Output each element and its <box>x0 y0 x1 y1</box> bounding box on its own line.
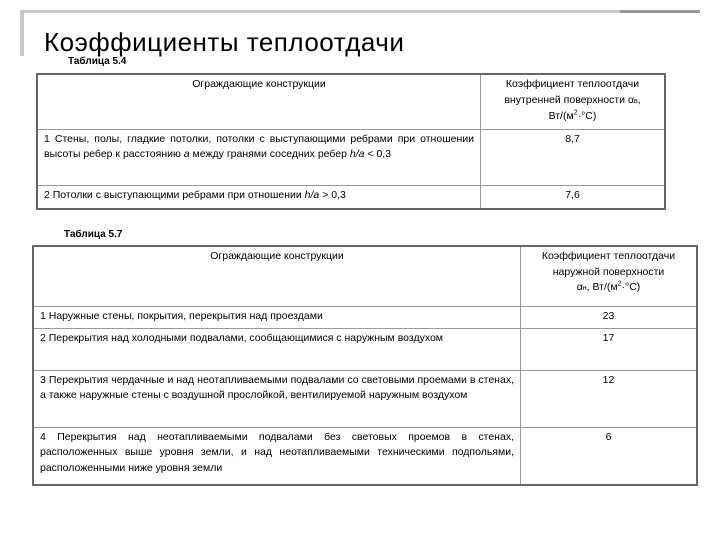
table-5-7-caption: Таблица 5.7 <box>64 229 123 240</box>
table-row <box>33 427 697 485</box>
table-5-7 <box>32 245 698 486</box>
unit-prefix: , Вт/(м <box>586 281 618 293</box>
alpha-subscript: в <box>634 97 638 105</box>
header-coefficient <box>481 74 666 129</box>
title-accent-rule <box>20 10 24 56</box>
row-value: 8,7 <box>481 129 666 185</box>
table-header-row <box>33 246 697 306</box>
header-coefficient <box>521 246 698 306</box>
table-row <box>33 370 697 427</box>
comma: , <box>637 93 641 106</box>
title-accent-bar <box>20 10 620 13</box>
row-ratio: h/a <box>349 148 365 160</box>
row-description: 2 Перекрытия над холодными подвалами, сообщающимися с наружным воздухом <box>33 328 521 370</box>
row-description: 3 Перекрытия чердачные и над неотапливаемыми подвалами со световыми проемами в стенах, а также наружные стены с воздушной прослойкой, вентилируемой наружным воздухом <box>33 370 521 427</box>
row-variable: a <box>183 148 190 160</box>
header-coef-line1: Коэффициент теплоотдачи <box>541 250 676 262</box>
row-description: 1 Наружные стены, покрытия, перекрытия над проездами <box>33 306 521 328</box>
row-value: 6 <box>521 427 698 485</box>
table-row <box>33 306 697 328</box>
header-construction: Ограждающие конструкции <box>37 74 481 129</box>
header-coef-line2: наружной поверхности <box>552 265 665 278</box>
table-header-row <box>37 74 665 129</box>
row-value: 23 <box>521 306 698 328</box>
alpha-symbol: α <box>576 281 583 293</box>
row-description <box>37 185 481 209</box>
header-coef-line2: внутренней поверхности <box>504 93 628 106</box>
header-coef-line1: Коэффициент теплоотдачи <box>505 78 640 90</box>
row-text: < 0,3 <box>364 148 392 160</box>
row-text: > 0,3 <box>319 188 346 201</box>
slide-title: Коэффициенты теплоотдачи <box>44 27 405 57</box>
unit-superscript: 2 <box>573 109 578 117</box>
alpha-subscript: н <box>582 285 587 292</box>
table-5-4-caption: Таблица 5.4 <box>68 56 127 67</box>
row-description: 4 Перекрытия над неотапливаемыми подвалами без световых проемов в стенах, расположенных выше уровня земли, и над неотапливаемыми техническими подпольями, расположенными ниже уровня земли <box>33 427 521 485</box>
row-text: 2 Потолки с выступающими ребрами при отношении <box>44 188 305 201</box>
alpha-symbol: α <box>627 93 635 106</box>
unit-superscript: 2 <box>617 280 622 288</box>
row-value: 12 <box>521 370 698 427</box>
unit-suffix: ·°С) <box>621 281 641 293</box>
unit-suffix: ·°С) <box>577 110 597 122</box>
table-row <box>33 328 697 370</box>
table-row <box>37 129 665 185</box>
unit-prefix: Вт/(м <box>548 110 574 122</box>
row-text: между гранями соседних ребер <box>189 148 350 160</box>
row-value: 7,6 <box>481 185 666 209</box>
row-description <box>37 129 481 185</box>
row-value: 17 <box>521 328 698 370</box>
row-text: 1 Стены, полы, гладкие потолки, потолки с выступающими ребрами при отношении высоты ребер к расстоянию <box>44 132 474 160</box>
header-construction: Ограждающие конструкции <box>33 246 521 306</box>
row-ratio: h/a <box>304 188 320 201</box>
table-5-4 <box>36 73 666 210</box>
table-row <box>37 185 665 209</box>
